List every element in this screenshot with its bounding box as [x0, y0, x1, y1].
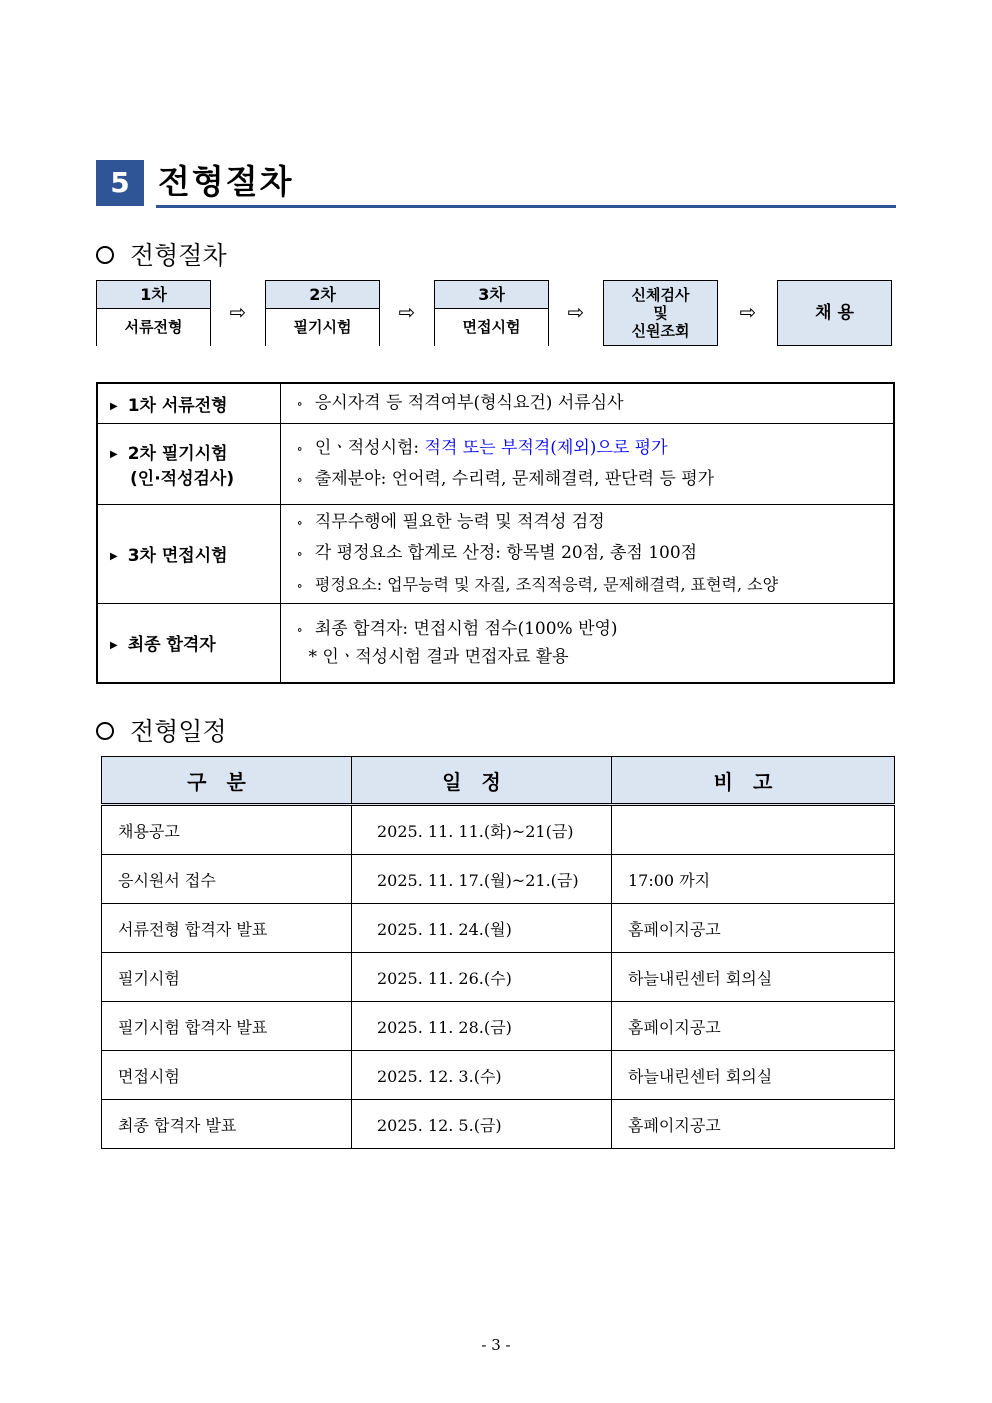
schedule-table: [101, 756, 895, 1149]
header-date: 일정: [352, 757, 612, 805]
section-number: 5: [96, 160, 144, 206]
table-row: 필기시험 2025. 11. 26.(수) 하늘내린센터 회의실: [102, 953, 895, 1002]
circle-bullet-icon: [96, 722, 114, 740]
detail-body: ∘ 최종 합격자: 면접시험 점수(100% 반영) * 인ㆍ적성시험 결과 면접자료 활용: [280, 603, 894, 683]
subhead-process: 전형절차: [96, 236, 227, 272]
subhead-schedule: 전형일정: [96, 712, 227, 748]
arrow-right-icon: ⇨: [229, 300, 247, 324]
flow-step-4: 신체검사 및 신원조회: [603, 280, 718, 346]
detail-row: [97, 423, 894, 504]
flow-step-2: [265, 280, 380, 346]
table-row: 최종 합격자 발표 2025. 12. 5.(금) 홈페이지공고: [102, 1100, 895, 1149]
table-row: 면접시험 2025. 12. 3.(수) 하늘내린센터 회의실: [102, 1051, 895, 1100]
flow-step-label: 1차: [97, 281, 210, 309]
flow-step-name: 면접시험: [435, 309, 548, 346]
detail-label: ▶ 최종 합격자: [97, 603, 280, 683]
detail-body: ∘ 직무수행에 필요한 능력 및 적격성 검정 ∘ 각 평정요소 합계로 산정: 항목별 20점, 총점 100점 ∘ 평정요소: 업무능력 및 자질, 조직적응력, 문제해결력, 표현력, 소양: [280, 504, 894, 603]
triangle-right-icon: ▶: [110, 640, 118, 652]
header-remark: 비고: [612, 757, 895, 805]
page-number: - 3 -: [481, 1336, 511, 1354]
detail-row: [97, 504, 894, 603]
detail-body: ∘ 인ㆍ적성시험: 적격 또는 부적격(제외)으로 평가 ∘ 출제분야: 언어력, 수리력, 문제해결력, 판단력 등 평가: [280, 423, 894, 504]
detail-label: ▶ 3차 면접시험: [97, 504, 280, 603]
flow-step-name: 필기시험: [266, 309, 379, 346]
flow-step-label: 2차: [266, 281, 379, 309]
circle-bullet-icon: [96, 246, 114, 264]
section-header: [96, 160, 896, 208]
detail-row: [97, 383, 894, 423]
detail-label: ▶ 2차 필기시험 (인·적성검사): [97, 423, 280, 504]
arrow-right-icon: ⇨: [398, 300, 416, 324]
flow-step-name: 서류전형: [97, 309, 210, 346]
flow-step-label: 3차: [435, 281, 548, 309]
process-detail-table: [96, 382, 895, 684]
triangle-right-icon: ▶: [110, 448, 118, 460]
triangle-right-icon: ▶: [110, 551, 118, 562]
schedule-header-row: [102, 757, 895, 805]
detail-row: [97, 603, 894, 683]
flow-step-1: [96, 280, 211, 346]
detail-body: ∘ 응시자격 등 적격여부(형식요건) 서류심사: [280, 383, 894, 423]
section-title: 전형절차: [158, 162, 294, 201]
arrow-right-icon: ⇨: [567, 300, 585, 324]
arrow-right-icon: ⇨: [739, 300, 757, 324]
table-row: 서류전형 합격자 발표 2025. 11. 24.(월) 홈페이지공고: [102, 904, 895, 953]
triangle-right-icon: ▶: [110, 400, 118, 412]
flow-step-5: 채 용: [777, 280, 892, 346]
header-category: 구분: [102, 757, 352, 805]
flow-step-3: [434, 280, 549, 346]
section-rule: [156, 205, 896, 208]
table-row: 필기시험 합격자 발표 2025. 11. 28.(금) 홈페이지공고: [102, 1002, 895, 1051]
table-row: 응시원서 접수 2025. 11. 17.(월)~21.(금) 17:00 까지: [102, 855, 895, 904]
detail-label: ▶ 1차 서류전형: [97, 383, 280, 423]
table-row: 채용공고 2025. 11. 11.(화)~21(금): [102, 805, 895, 855]
